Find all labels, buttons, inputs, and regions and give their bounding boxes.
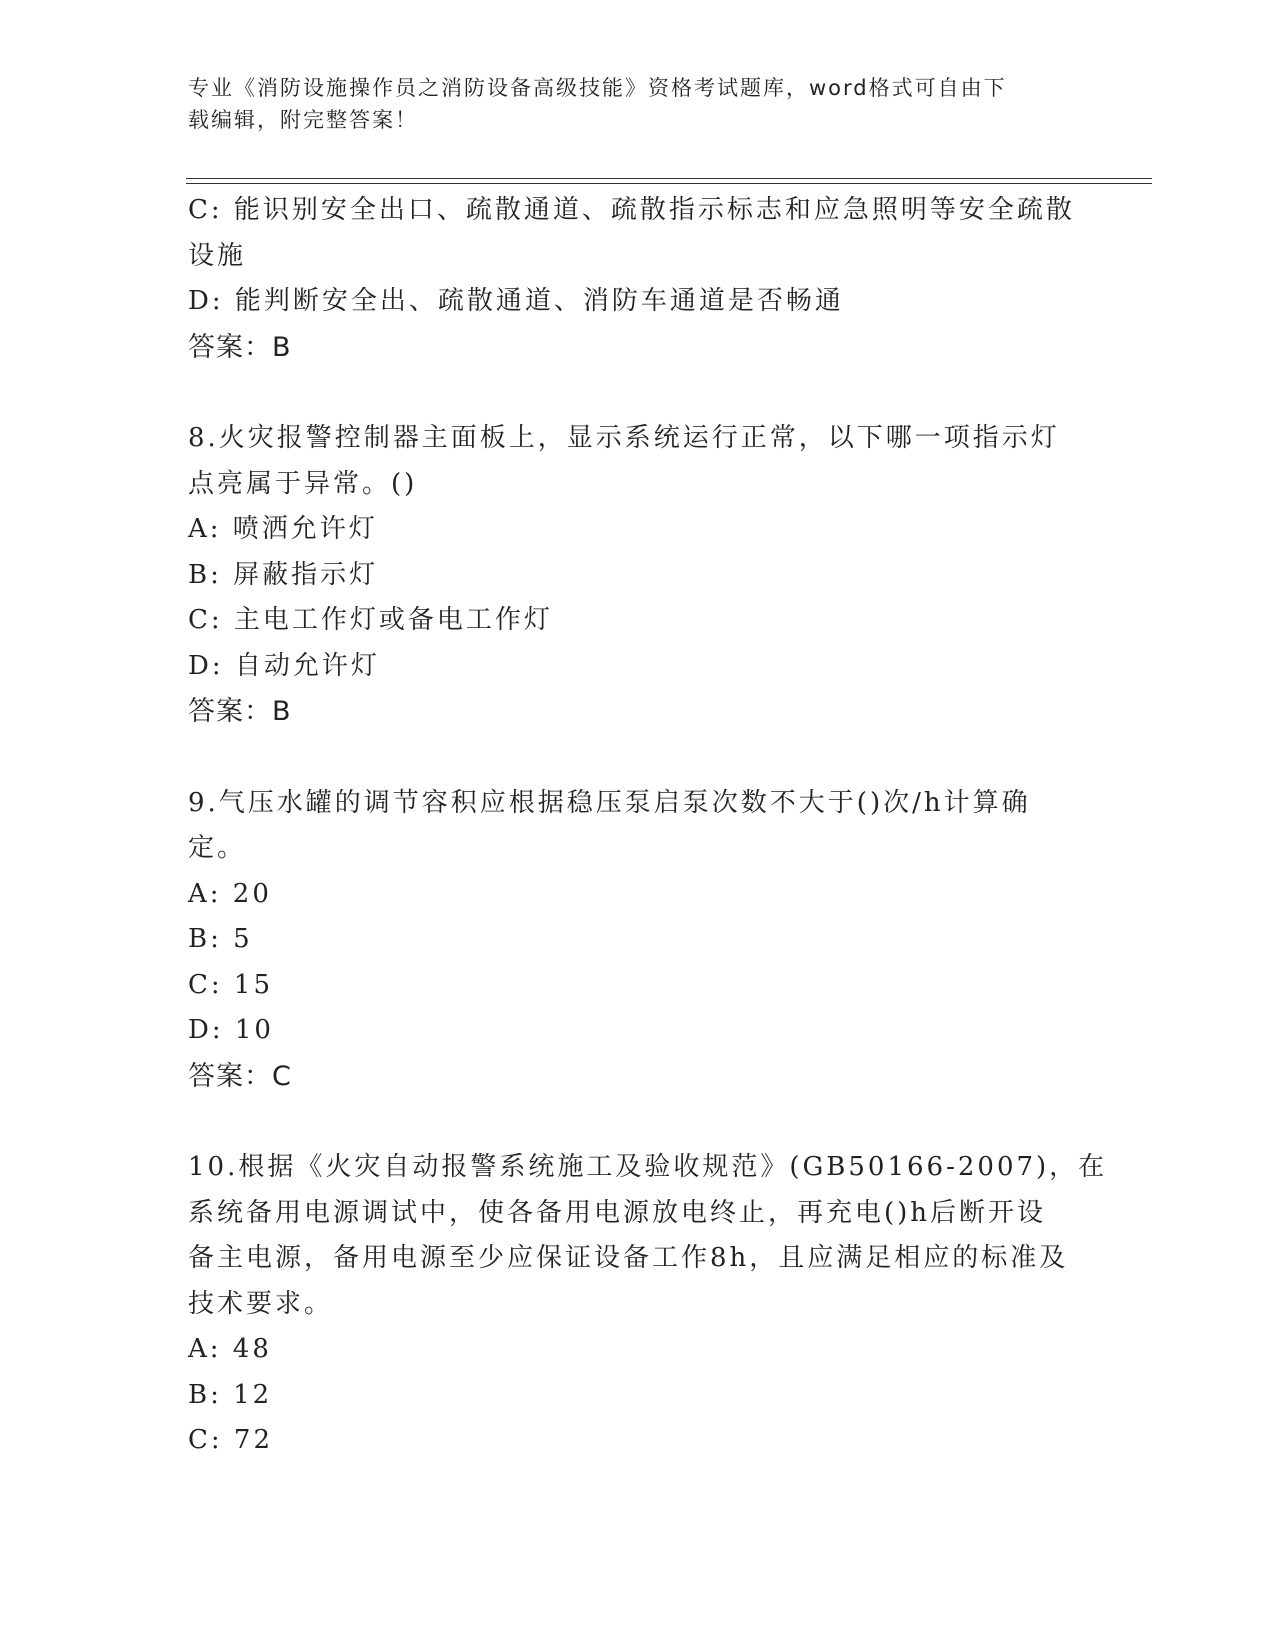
question-stem-continued: 备主电源，备用电源至少应保证设备工作8h，且应满足相应的标准及 — [188, 1243, 1069, 1273]
question-stem-continued: 点亮属于异常。() — [188, 468, 418, 499]
question-stem-continued: 定。 — [188, 833, 247, 863]
option-b: B: 屏蔽指示灯 — [188, 559, 379, 590]
option-b: B: 5 — [188, 924, 253, 954]
header-divider-bottom — [186, 183, 1152, 184]
option-c: C: 主电工作灯或备电工作灯 — [188, 605, 553, 635]
header-line-2: 载编辑，附完整答案！ — [188, 108, 418, 132]
question-stem-continued: 技术要求。 — [188, 1288, 334, 1319]
option-c: C: 能识别安全出口、疏散通道、疏散指示标志和应急照明等安全疏散 — [188, 195, 1075, 225]
spacer — [188, 370, 1088, 416]
option-a: A: 喷洒允许灯 — [188, 514, 378, 544]
answer-line: 答案：B — [188, 331, 292, 363]
question-stem: 9.气压水罐的调节容积应根据稳压泵启泵次数不大于()次/h计算确 — [188, 787, 1031, 818]
header-line-1: 专业《消防设施操作员之消防设备高级技能》资格考试题库，word格式可自由下 — [188, 76, 1007, 100]
option-a: A: 48 — [188, 1334, 272, 1364]
question-8 — [188, 416, 1088, 735]
answer-line: 答案：C — [188, 1060, 292, 1092]
spacer — [188, 1099, 1088, 1145]
question-stem: 10.根据《火灾自动报警系统施工及验收规范》(GB50166-2007)，在 — [188, 1152, 1108, 1182]
spacer — [188, 735, 1088, 781]
question-stem: 8.火灾报警控制器主面板上，显示系统运行正常，以下哪一项指示灯 — [188, 423, 1060, 453]
option-d: D: 自动允许灯 — [188, 650, 380, 681]
header-divider-top — [186, 178, 1152, 179]
question-stem-continued: 系统备用电源调试中，使各备用电源放电终止，再充电()h后断开设 — [188, 1197, 1047, 1228]
option-c-continued: 设施 — [188, 240, 247, 271]
document-header — [188, 72, 1068, 136]
question-10 — [188, 1145, 1108, 1464]
question-7-tail — [188, 188, 1088, 370]
option-d: D: 10 — [188, 1015, 274, 1045]
option-b: B: 12 — [188, 1379, 273, 1410]
question-content — [188, 188, 1108, 1464]
option-d: D: 能判断安全出、疏散通道、消防车通道是否畅通 — [188, 286, 844, 316]
option-c: C: 72 — [188, 1425, 274, 1455]
option-c: C: 15 — [188, 969, 274, 1000]
option-a: A: 20 — [188, 878, 272, 909]
question-9 — [188, 781, 1088, 1100]
answer-line: 答案：B — [188, 696, 292, 727]
